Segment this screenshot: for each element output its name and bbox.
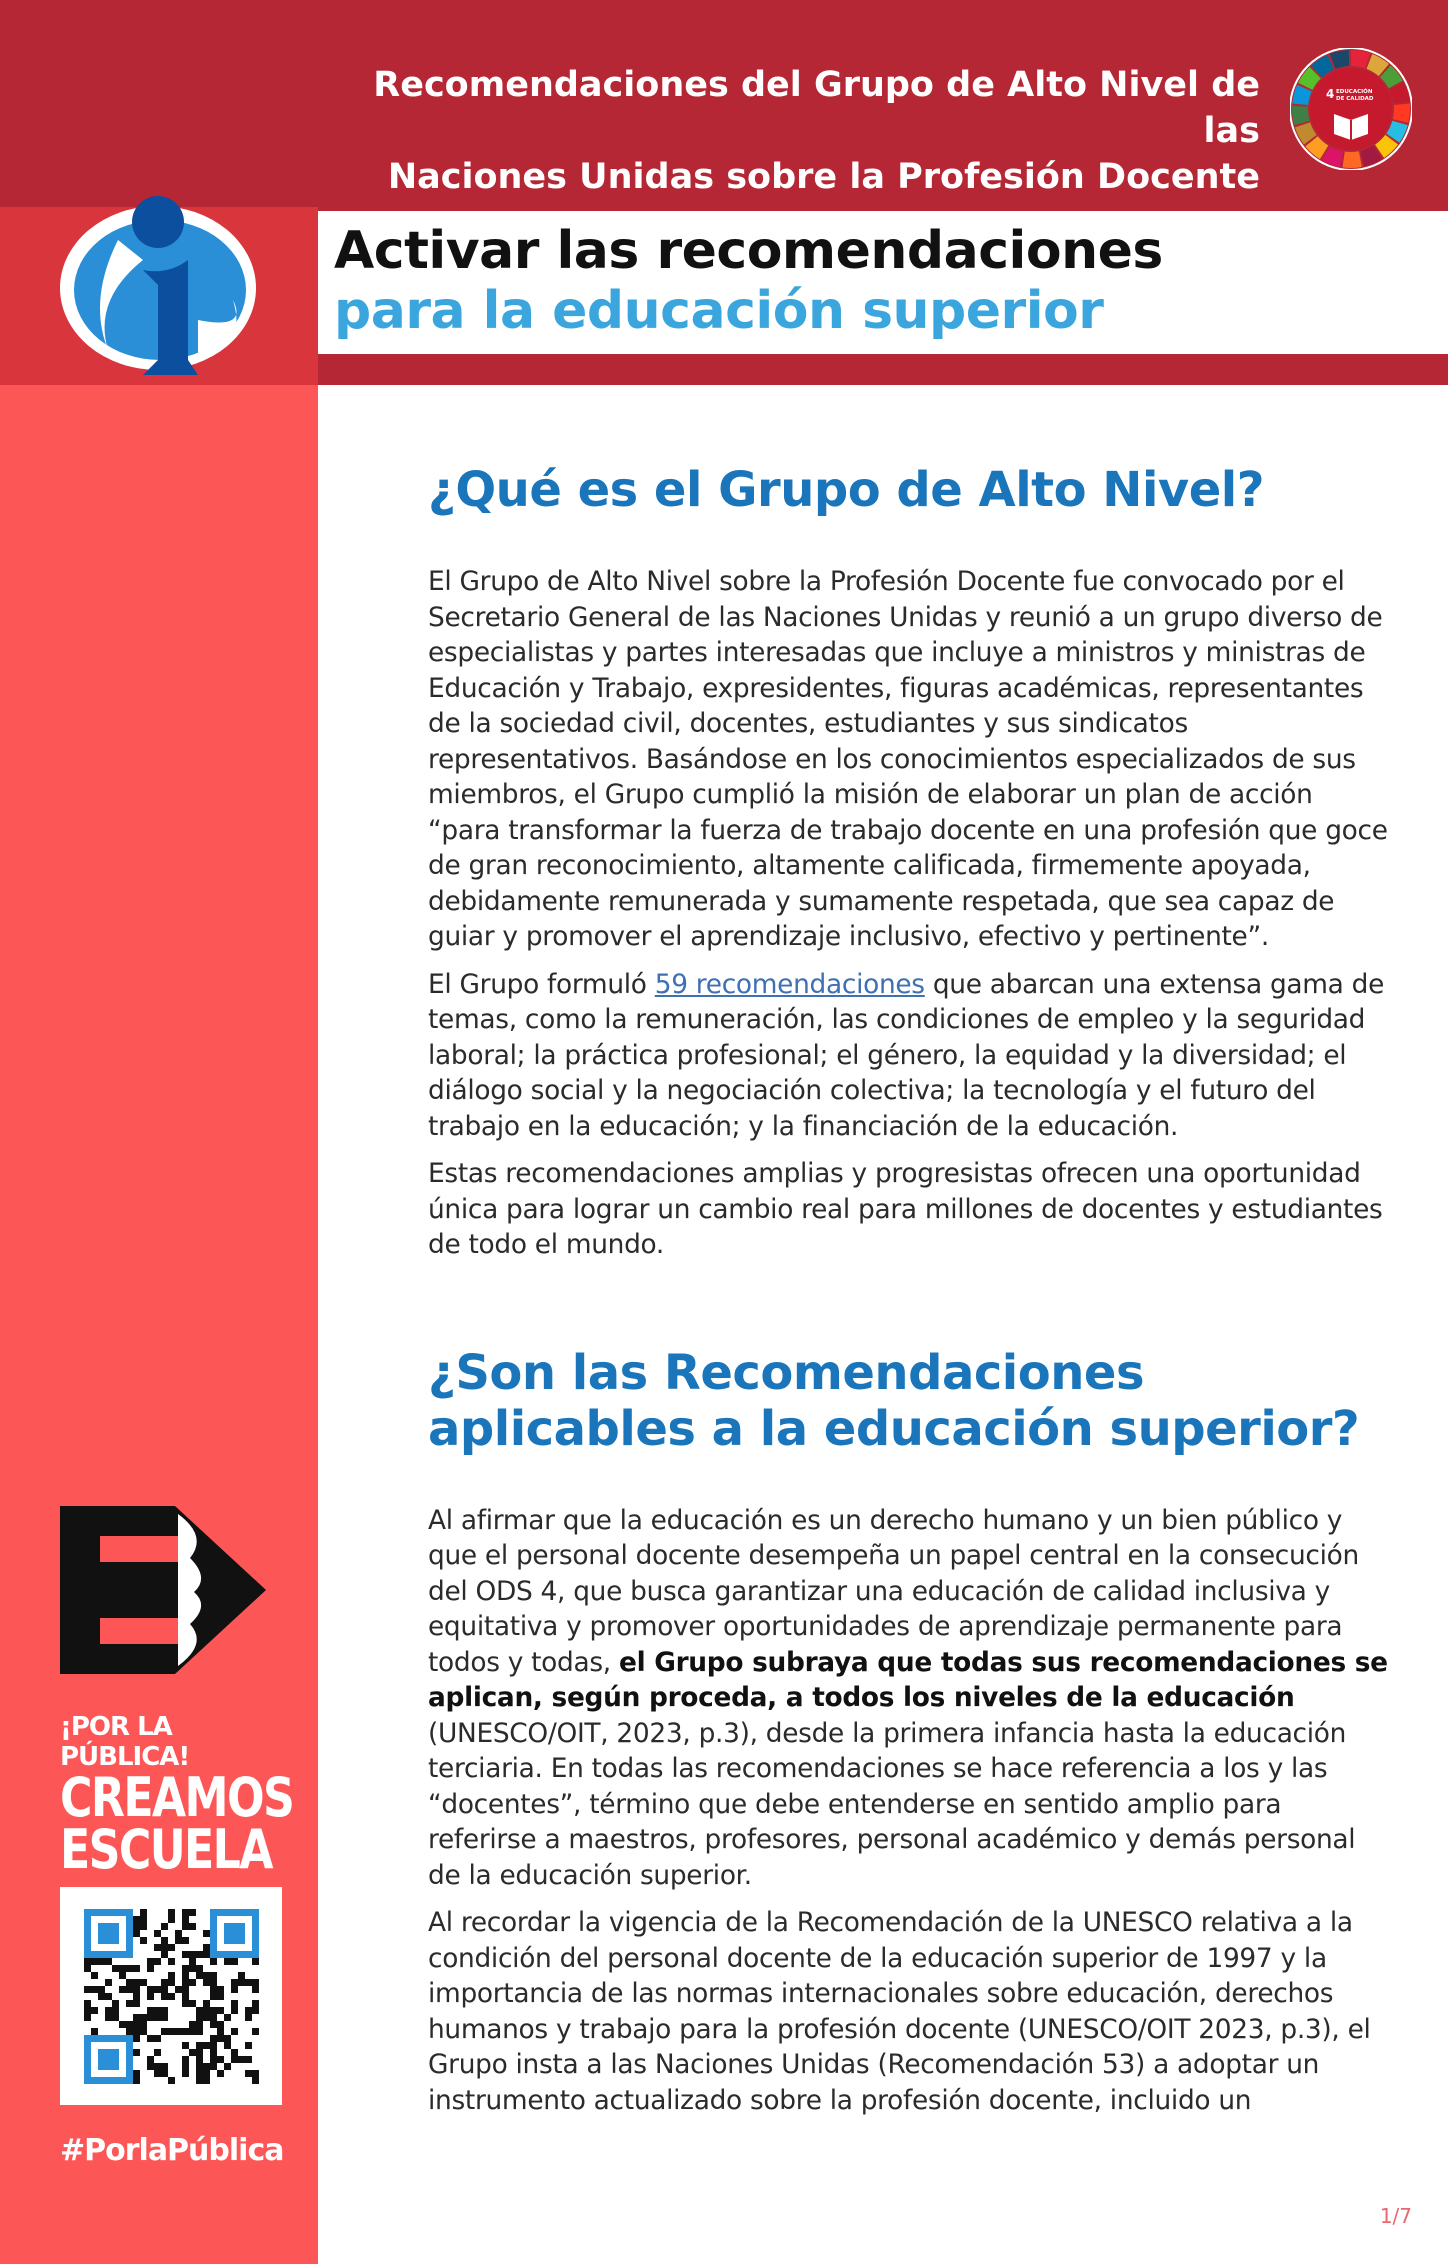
slogan-small: ¡POR LA PÚBLICA! xyxy=(60,1712,190,1772)
section1-paragraph-3: Estas recomendaciones amplias y progresistas ofrecen una oportunidad única para lograr un cambio real para millones de docentes y estudiantes de todo el mundo. xyxy=(428,1158,1383,1260)
qr-code-container[interactable] xyxy=(60,1887,282,2105)
slogan-line-1: CREAMOS xyxy=(60,1766,294,1829)
page-number: 1/7 xyxy=(1379,2204,1412,2228)
sdg-label-2: DE CALIDAD xyxy=(1336,96,1374,102)
section1-heading: ¿Qué es el Grupo de Alto Nivel? xyxy=(428,462,1265,518)
section2-paragraph-2: Al recordar la vigencia de la Recomendación de la UNESCO relativa a la condición del personal docente de la educación superior de 1997 y la importancia de las normas internacionales sobre educación, derechos humanos y trabajo para la profesión docente (UNESCO/OIT 2023, p.3), el Grupo insta a las Naciones Unidas (Recomendación 53) a adoptar un instrumento actualizado sobre la profesión docente, incluido un xyxy=(428,1907,1371,2116)
s2p1-bold: el Grupo subraya que todas sus recomendaciones se aplican, según proceda, a todos los niveles de la educación xyxy=(428,1646,1388,1713)
sdg-4-badge xyxy=(1290,48,1412,170)
section1-paragraph-1: El Grupo de Alto Nivel sobre la Profesión Docente fue convocado por el Secretario General de las Naciones Unidas y reunió a un grupo diverso de especialistas y partes interesadas que incluye a ministros y ministras de Educación y Trabajo, expresidentes, figuras académicas, representantes de la sociedad civil, docentes, estudiantes y sus sindicatos representativos. Basándose en los conocimientos especializados de sus miembros, el Grupo cumplió la misión de elaborar un plan de acción “para transformar la fuerza de trabajo docente en una profesión que goce de gran reconocimiento, altamente calificada, firmemente apoyada, debidamente remunerada y sumamente respetada, que sea capaz de guiar y promover el aprendizaje inclusivo, efectivo y pertinente”. xyxy=(428,566,1388,952)
section2-heading: ¿Son las Recomendaciones aplicables a la educación superior? xyxy=(428,1344,1360,1457)
recommendations-link[interactable]: 59 recomendaciones xyxy=(654,968,925,1000)
main-content xyxy=(428,462,1388,2118)
qr-code-icon xyxy=(60,1887,282,2105)
document-title: Activar las recomendaciones xyxy=(334,221,1163,281)
p2-text-after: que abarcan una extensa gama de temas, como la remuneración, las condiciones de empleo y la seguridad laboral; la práctica profesional; el género, la equidad y la diversidad; el diálogo social y la negociación colectiva; la tecnología y el futuro del trabajo en la educación; y la financiación de la educación. xyxy=(428,968,1385,1142)
info-i-logo-icon xyxy=(48,180,258,380)
sdg-number: 4 xyxy=(1326,87,1335,101)
pencil-e-logo-icon xyxy=(60,1506,266,1674)
p2-text-before: El Grupo formuló xyxy=(428,968,655,1000)
section2-paragraph-1 xyxy=(428,1503,1388,1894)
document-subtitle: para la educación superior xyxy=(334,281,1104,341)
section1-paragraph-2 xyxy=(428,967,1388,1145)
sdg-label-1: EDUCACIÓN xyxy=(1336,89,1373,95)
slogan-line-2: ESCUELA xyxy=(60,1818,272,1881)
s2p1-before: Al afirmar que la educación es un derecho humano y un bien público y que el personal docente desempeña un papel central en la consecución del ODS 4, que busca garantizar una educación de calidad inclusiva y equitativa y promover oportunidades de aprendizaje permanente para todos y todas, xyxy=(428,1504,1359,1678)
header-title: Recomendaciones del Grupo de Alto Nivel de las Naciones Unidas sobre la Profesión Docente xyxy=(373,65,1260,197)
slogan xyxy=(60,1712,294,1881)
hashtag: #PorlaPública xyxy=(60,2133,284,2168)
s2p1-after: (UNESCO/OIT, 2023, p.3), desde la primera infancia hasta la educación terciaria. En todas las recomendaciones se hace referencia a los y las “docentes”, término que debe entenderse en sentido amplio para referirse a maestros, profesores, personal académico y demás personal de la educación superior. xyxy=(428,1717,1356,1891)
